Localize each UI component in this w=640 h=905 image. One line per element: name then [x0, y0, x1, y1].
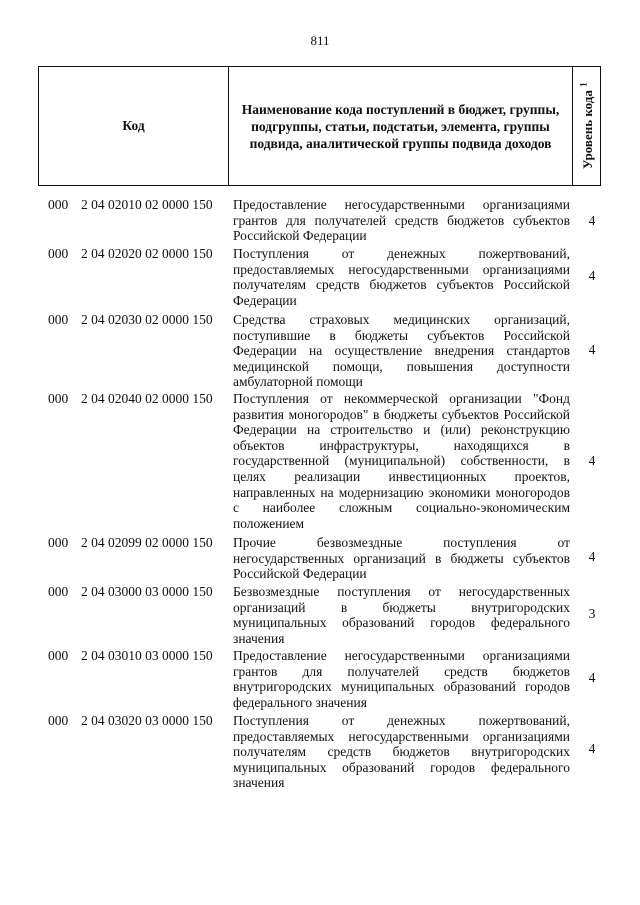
row-level: 4 [588, 670, 596, 685]
row-level: 4 [588, 549, 596, 564]
row-code: 2 04 02010 02 0000 150 [81, 197, 213, 212]
header-name: Наименование кода поступлений в бюджет, группы, подгруппы, статьи, подстатьи, элемента, группы подвида, аналитической группы подвида доходов [241, 101, 560, 151]
row-code: 2 04 02099 02 0000 150 [81, 535, 213, 550]
row-admin-code: 000 [48, 391, 69, 406]
row-level: 3 [588, 606, 596, 621]
header-level-cell [573, 67, 602, 185]
row-admin-code: 000 [48, 713, 69, 728]
row-level: 4 [588, 213, 596, 228]
row-code: 2 04 02030 02 0000 150 [81, 312, 213, 327]
row-name: Предоставление негосударственными организациями грантов для получателей средств бюджетов внутригородских муниципальных образований городов федерального значения [233, 648, 570, 710]
row-code: 2 04 02020 02 0000 150 [81, 246, 213, 261]
row-name: Прочие безвозмездные поступления от негосударственных организаций в бюджеты субъектов Российской Федерации [233, 535, 570, 582]
row-name: Средства страховых медицинских организаций, поступившие в бюджеты субъектов Российской Федерации на осуществление внедрения стандартов медицинской помощи, повышения доступности амбулаторной помощи [233, 312, 570, 390]
row-name: Поступления от денежных пожертвований, предоставляемых негосударственными организациями получателям средств бюджетов субъектов Российской Федерации [233, 246, 570, 308]
row-admin-code: 000 [48, 312, 69, 327]
row-code: 2 04 03020 03 0000 150 [81, 713, 213, 728]
row-code: 2 04 03000 03 0000 150 [81, 584, 213, 599]
row-code: 2 04 02040 02 0000 150 [81, 391, 213, 406]
row-level: 4 [588, 342, 596, 357]
row-level: 4 [588, 741, 596, 756]
row-admin-code: 000 [48, 535, 69, 550]
row-name: Поступления от некоммерческой организации "Фонд развития моногородов" в бюджеты субъектов Российской Федерации на строительство и (или) реконструкцию объектов инфраструктуры, находящихся в государственной (муниципальной) собственности, в целях реализации инвестиционных проектов, направленных на модернизацию экономики моногородов с наиболее сложным социально-экономическим положением [233, 391, 570, 531]
row-name: Безвозмездные поступления от негосударственных организаций в бюджеты внутригородских муниципальных образований городов федерального значения [233, 584, 570, 646]
row-level: 4 [588, 453, 596, 468]
row-name: Поступления от денежных пожертвований, предоставляемых негосударственными организациями получателям средств бюджетов внутригородских муниципальных образований городов федерального значения [233, 713, 570, 791]
header-level [579, 83, 596, 170]
header-level-footnote: 1 [578, 82, 589, 88]
header-level-text: Уровень кода [580, 90, 596, 170]
row-code: 2 04 03010 03 0000 150 [81, 648, 213, 663]
row-admin-code: 000 [48, 648, 69, 663]
header-code: Код [122, 118, 145, 133]
table-header [38, 66, 601, 186]
row-name: Предоставление негосударственными организациями грантов для получателей средств бюджетов субъектов Российской Федерации [233, 197, 570, 244]
row-level: 4 [588, 268, 596, 283]
page-number: 811 [310, 33, 330, 48]
row-admin-code: 000 [48, 246, 69, 261]
row-admin-code: 000 [48, 197, 69, 212]
row-admin-code: 000 [48, 584, 69, 599]
